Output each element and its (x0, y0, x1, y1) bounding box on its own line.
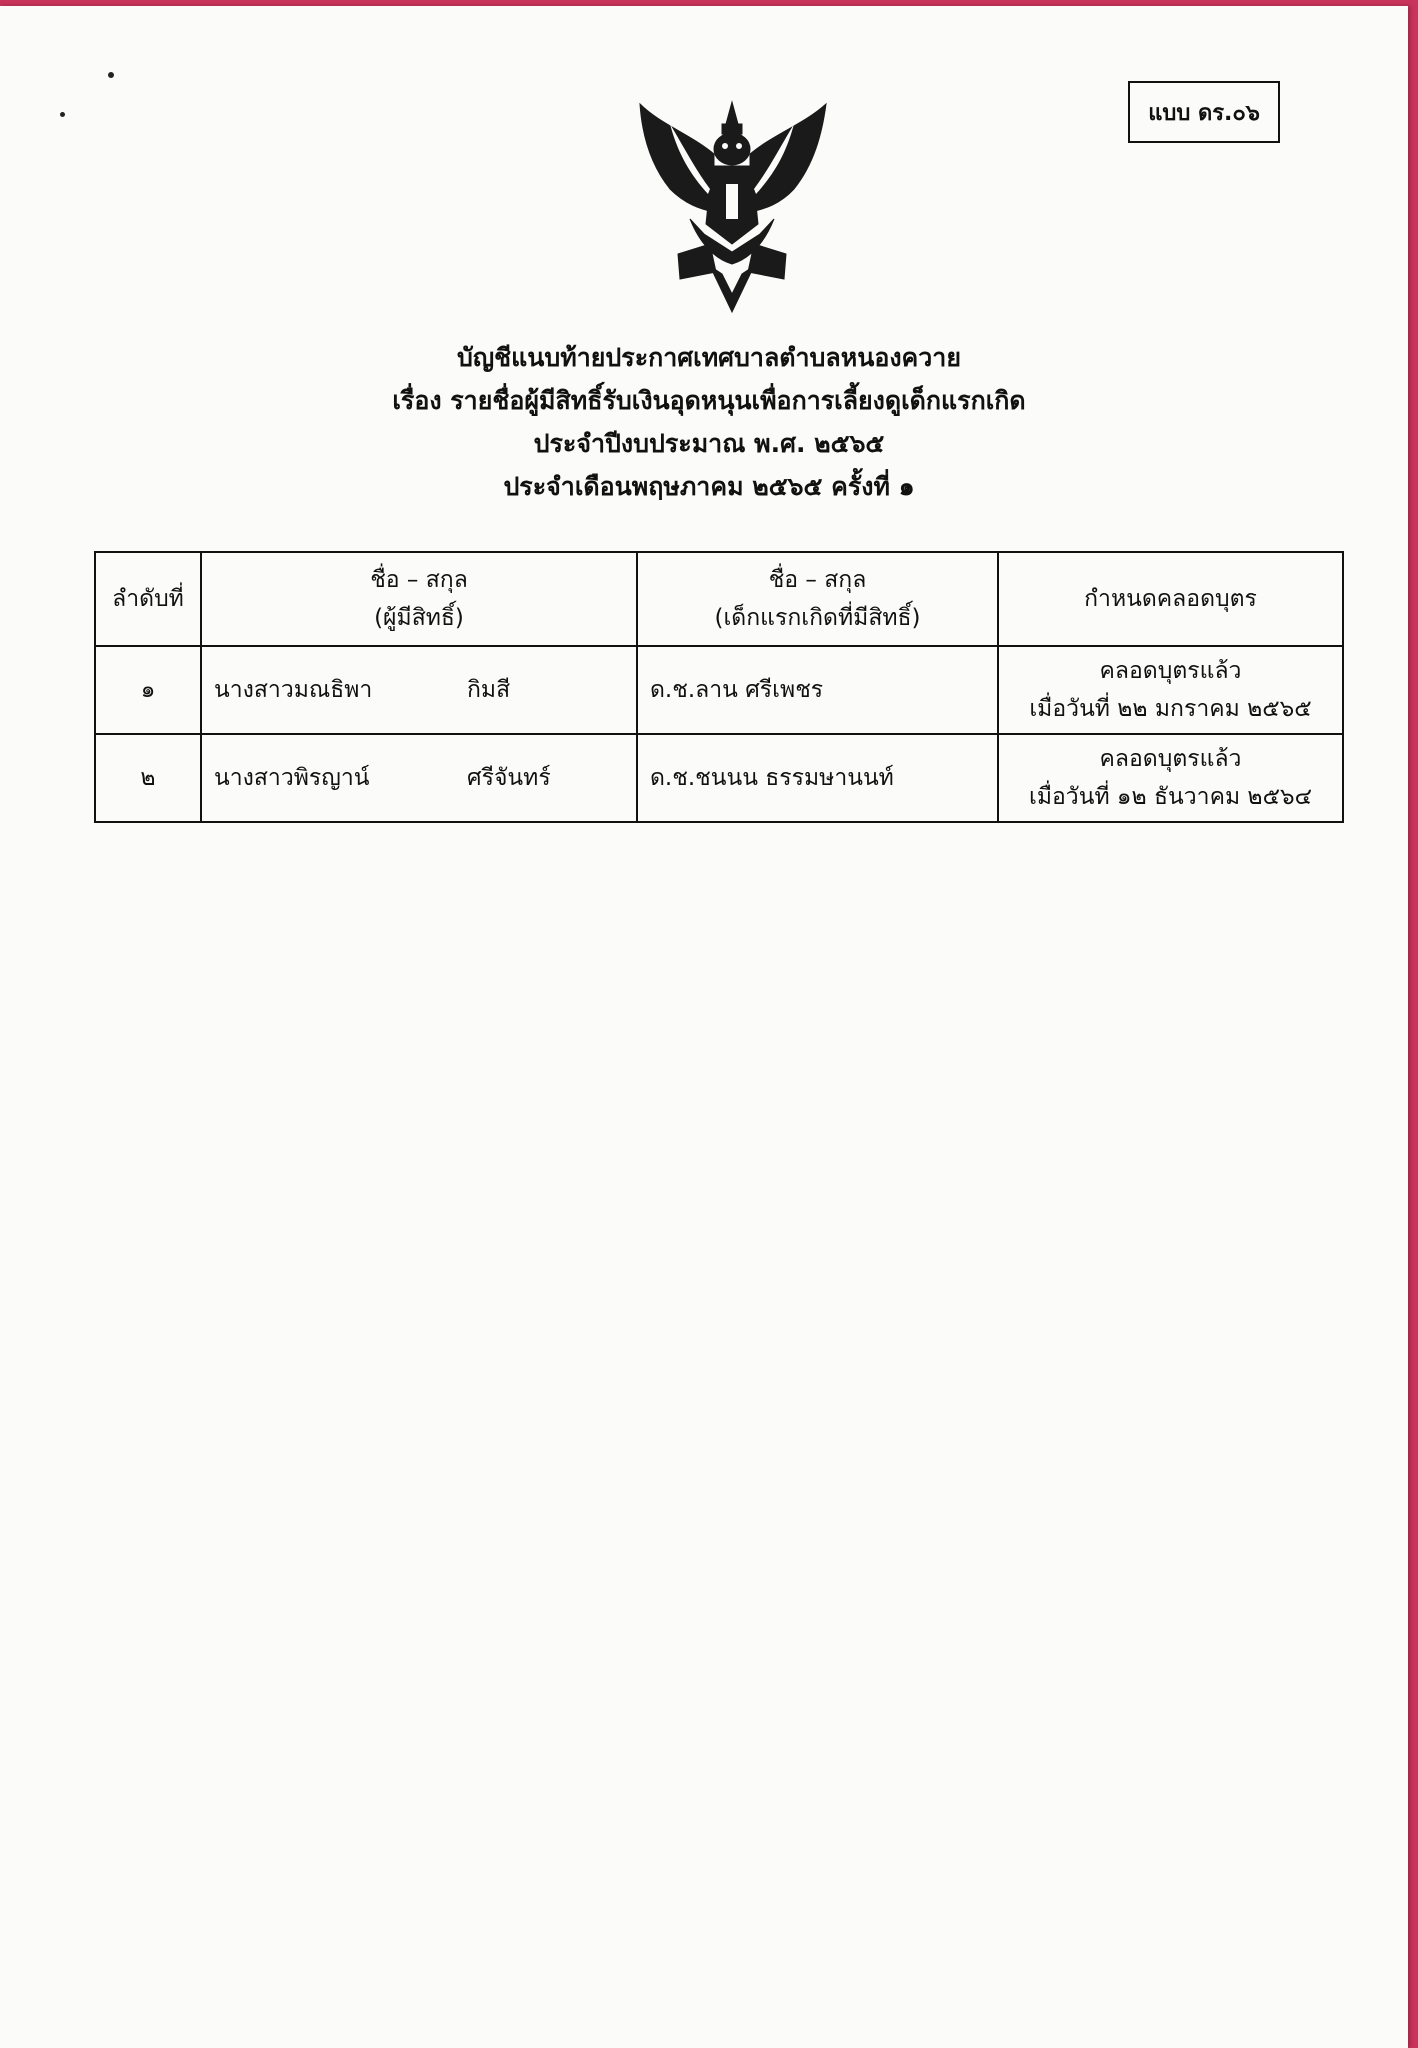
header-child (637, 552, 998, 646)
row-date-text: เมื่อวันที่ ๑๒ ธันวาคม ๒๕๖๔ (1028, 784, 1313, 810)
header-child-line1: ชื่อ – สกุล (768, 567, 867, 593)
row-date-text: เมื่อวันที่ ๒๒ มกราคม ๒๕๖๕ (1029, 696, 1312, 722)
header-name (201, 552, 637, 646)
row-date (998, 734, 1343, 822)
speck-mark (108, 72, 114, 78)
row-first-name: นางสาวพิรญาน์ (214, 765, 370, 791)
row-status: คลอดบุตรแล้ว (1099, 658, 1242, 684)
row-surname: ศรีจันทร์ (467, 765, 551, 791)
form-code-box: แบบ ดร.๐๖ (1128, 81, 1280, 143)
header-name-line1: ชื่อ – สกุล (370, 567, 468, 593)
title-line-3: ประจำปีงบประมาณ พ.ศ. ๒๕๖๕ (533, 429, 885, 458)
header-child-line2: (เด็กแรกเกิดที่มีสิทธิ์) (714, 605, 921, 631)
row-name (201, 646, 637, 734)
row-child: ด.ช.ชนนน ธรรมษานนท์ (637, 734, 998, 822)
speck-mark (60, 112, 65, 117)
row-date (998, 646, 1343, 734)
table-row (95, 646, 1343, 734)
beneficiary-table (94, 551, 1344, 823)
row-first-name: นางสาวมณธิพา (214, 677, 373, 703)
table-row (95, 734, 1343, 822)
row-name (201, 734, 637, 822)
header-name-line2: (ผู้มีสิทธิ์) (374, 605, 464, 631)
row-child: ด.ช.ลาน ศรีเพชร (637, 646, 998, 734)
title-line-4: ประจำเดือนพฤษภาคม ๒๕๖๕ ครั้งที่ ๑ (503, 472, 915, 501)
document-page (0, 6, 1408, 2048)
header-date: กำหนดคลอดบุตร (998, 552, 1343, 646)
title-line-2: เรื่อง รายชื่อผู้มีสิทธิ์รับเงินอุดหนุนเพื่อการเลี้ยงดูเด็กแรกเกิด (392, 386, 1026, 415)
row-status: คลอดบุตรแล้ว (1099, 746, 1242, 772)
row-no: ๒ (95, 734, 201, 822)
row-no: ๑ (95, 646, 201, 734)
row-surname: กิมสี (467, 677, 511, 703)
title-block (0, 336, 1418, 508)
title-line-1: บัญชีแนบท้ายประกาศเทศบาลตำบลหนองควาย (457, 343, 961, 372)
header-no: ลำดับที่ (95, 552, 201, 646)
garuda-emblem-icon (630, 94, 835, 314)
table-header-row (95, 552, 1343, 646)
